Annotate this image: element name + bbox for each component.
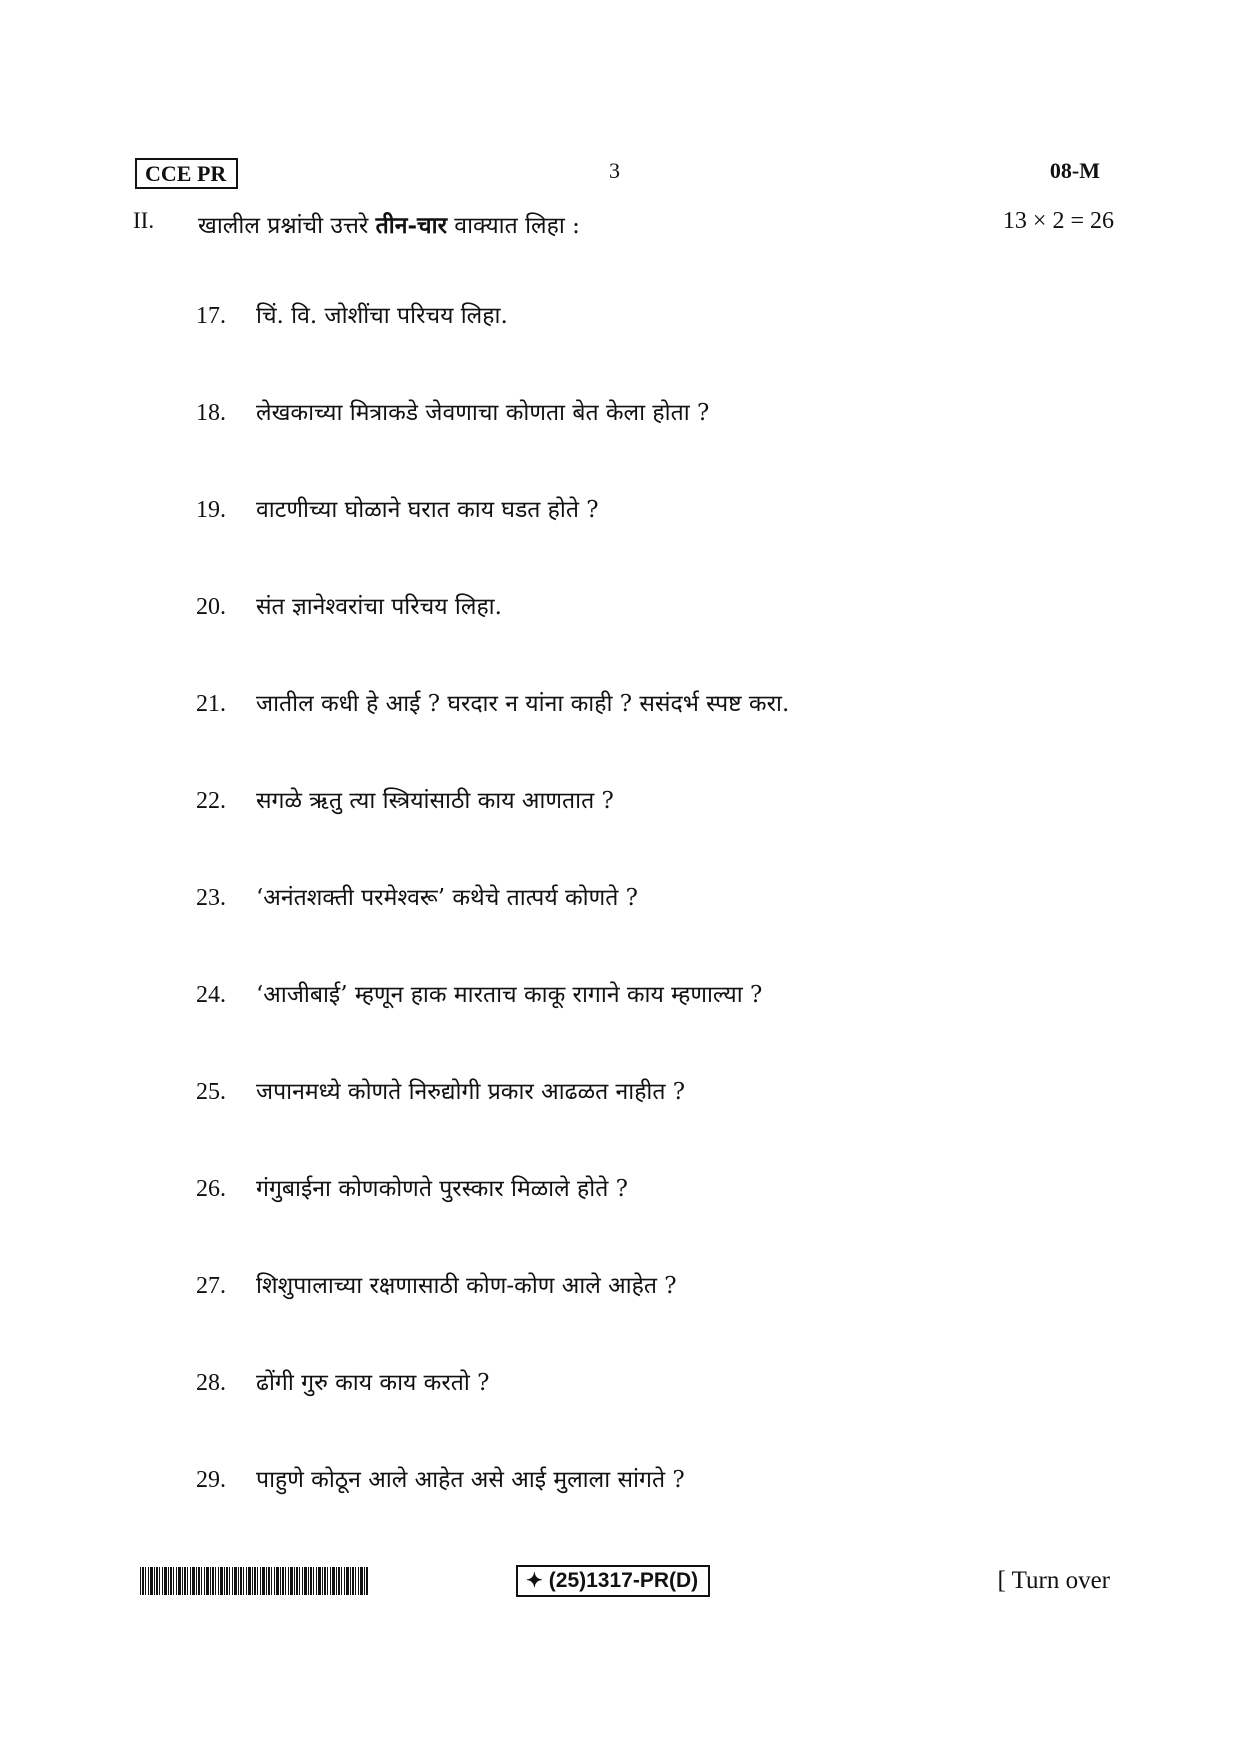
question-number: 29.	[196, 1467, 226, 1493]
question-text: शिशुपालाच्या रक्षणासाठी कोण-कोण आले आहेत ?	[256, 1273, 677, 1299]
question-text: जपानमध्ये कोणते निरुद्योगी प्रकार आढळत नाहीत ?	[256, 1079, 686, 1105]
booklet-code-box	[516, 1565, 710, 1597]
question-item	[196, 395, 1096, 492]
question-number: 27.	[196, 1273, 226, 1299]
question-number: 28.	[196, 1370, 226, 1396]
question-number: 20.	[196, 594, 226, 620]
question-item	[196, 1365, 1096, 1462]
booklet-code-text: (25)1317-PR(D)	[548, 1569, 699, 1592]
question-item	[196, 1268, 1096, 1365]
question-number: 17.	[196, 303, 226, 329]
question-text: गंगुबाईना कोणकोणते पुरस्कार मिळाले होते ?	[256, 1176, 628, 1202]
question-number: 25.	[196, 1079, 226, 1105]
instruction-text-bold: तीन-चार	[375, 212, 447, 239]
question-number: 18.	[196, 400, 226, 426]
instruction-text-before: खालील प्रश्नांची उत्तरे	[198, 213, 376, 239]
question-number: 21.	[196, 691, 226, 717]
question-item	[196, 1171, 1096, 1268]
section-instruction	[198, 208, 580, 240]
question-number: 26.	[196, 1176, 226, 1202]
question-number: 19.	[196, 497, 226, 523]
question-text: लेखकाच्या मित्राकडे जेवणाचा कोणता बेत केला होता ?	[256, 400, 710, 426]
paper-code: 08-M	[1049, 158, 1100, 183]
question-text: जातील कधी हे आई ? घरदार न यांना काही ? ससंदर्भ स्पष्ट करा.	[256, 691, 790, 717]
question-text: वाटणीच्या घोळाने घरात काय घडत होते ?	[256, 497, 599, 523]
question-text: ‘अनंतशक्ती परमेश्वरू’ कथेचे तात्पर्य कोणते ?	[256, 885, 638, 911]
question-item	[196, 298, 1096, 395]
question-item	[196, 1462, 1096, 1559]
exam-code-box: CCE PR	[135, 158, 238, 189]
question-text: चिं. वि. जोशींचा परिचय लिहा.	[256, 303, 508, 329]
question-item	[196, 977, 1096, 1074]
turn-over-label: [ Turn over	[997, 1567, 1110, 1594]
question-item	[196, 880, 1096, 977]
star-icon: ✦	[526, 1570, 543, 1592]
question-text: संत ज्ञानेश्वरांचा परिचय लिहा.	[256, 594, 502, 620]
question-item	[196, 589, 1096, 686]
question-item	[196, 783, 1096, 880]
section-marks: 13 × 2 = 26	[1002, 208, 1114, 234]
page-header	[135, 158, 1110, 194]
question-text: सगळे ऋतु त्या स्त्रियांसाठी काय आणतात ?	[256, 788, 614, 814]
question-item	[196, 1074, 1096, 1171]
question-text: ‘आजीबाई’ म्हणून हाक मारताच काकू रागाने काय म्हणाल्या ?	[256, 982, 763, 1008]
question-text: ढोंगी गुरु काय काय करतो ?	[256, 1370, 490, 1396]
question-number: 23.	[196, 885, 226, 911]
page-number: 3	[609, 158, 620, 183]
question-text: पाहुणे कोठून आले आहेत असे आई मुलाला सांगते ?	[256, 1467, 685, 1493]
page-footer	[140, 1565, 1110, 1605]
question-number: 24.	[196, 982, 226, 1008]
question-number: 22.	[196, 788, 226, 814]
question-item	[196, 492, 1096, 589]
section-heading	[133, 208, 1120, 244]
section-number: II.	[133, 208, 155, 233]
barcode-image	[140, 1567, 368, 1595]
question-item	[196, 686, 1096, 783]
instruction-text-after: वाक्यात लिहा :	[446, 213, 580, 239]
question-list	[196, 298, 1096, 1559]
